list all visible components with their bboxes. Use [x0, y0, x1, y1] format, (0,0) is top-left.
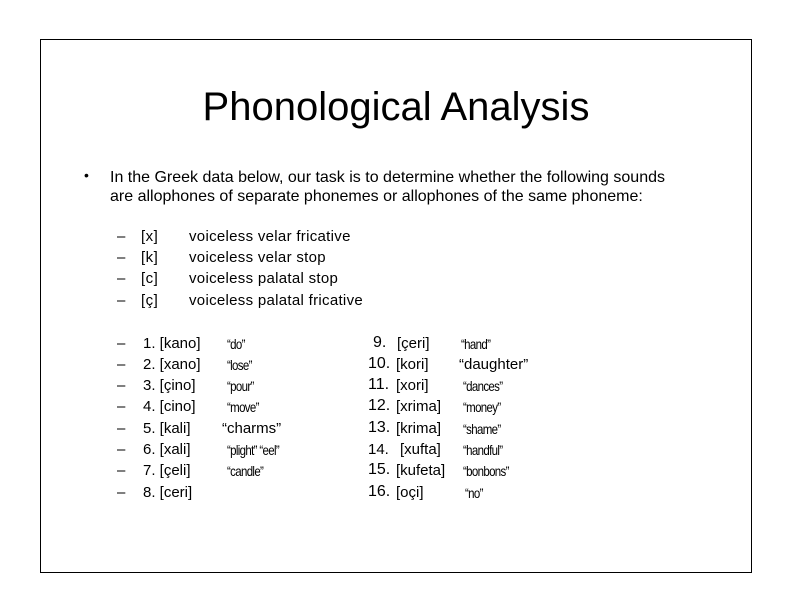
slide-title: Phonological Analysis: [202, 85, 590, 129]
example-form: [xori]: [396, 377, 429, 394]
example-gloss: “hand”: [461, 336, 491, 352]
example-gloss: “move”: [227, 399, 259, 415]
example-gloss: “bonbons”: [463, 463, 509, 479]
example-gloss: “pour”: [227, 378, 254, 394]
example-form: [xrima]: [396, 398, 441, 415]
example-gloss: “dances”: [463, 378, 503, 394]
sound-description: voiceless palatal stop: [189, 270, 339, 287]
example-form: [krima]: [396, 420, 441, 437]
example-form: 7. [çeli]: [143, 462, 191, 479]
dash-marker: –: [117, 249, 126, 266]
example-gloss: “plight” “eel”: [227, 442, 280, 458]
dash-marker: –: [117, 335, 126, 352]
sound-description: voiceless velar stop: [189, 249, 326, 266]
dash-marker: –: [117, 356, 126, 373]
dash-marker: –: [117, 462, 126, 479]
dash-marker: –: [117, 441, 126, 458]
dash-marker: –: [117, 420, 126, 437]
dash-marker: –: [117, 398, 126, 415]
example-form: [kori]: [396, 356, 429, 373]
example-number: 13.: [368, 419, 391, 436]
example-form: 2. [xano]: [143, 356, 201, 373]
example-number: 10.: [368, 355, 391, 372]
example-gloss: “daughter”: [459, 356, 529, 373]
example-form: 6. [xali]: [143, 441, 191, 458]
sound-symbol: [ç]: [141, 292, 159, 309]
example-form: [oçi]: [396, 484, 424, 501]
example-form: 4. [cino]: [143, 398, 196, 415]
dash-marker: –: [117, 377, 126, 394]
example-gloss: “shame”: [463, 421, 501, 437]
example-gloss: “lose”: [227, 357, 252, 373]
example-form: [çeri]: [397, 335, 430, 352]
example-form: [xufta]: [400, 441, 441, 458]
example-number: 15.: [368, 461, 391, 478]
sound-description: voiceless palatal fricative: [189, 292, 364, 309]
dash-marker: –: [117, 292, 126, 309]
example-number: 11.: [368, 376, 390, 393]
example-gloss: “charms”: [222, 420, 282, 437]
sound-symbol: [c]: [141, 270, 159, 287]
dash-marker: –: [117, 270, 126, 287]
example-number: 9.: [373, 334, 387, 351]
example-gloss: “candle”: [227, 463, 264, 479]
example-gloss: “handful”: [463, 442, 503, 458]
dash-marker: –: [117, 228, 126, 245]
sound-symbol: [k]: [141, 249, 159, 266]
example-form: 8. [ceri]: [143, 484, 193, 501]
dash-marker: –: [117, 484, 126, 501]
example-form: 1. [kano]: [143, 335, 201, 352]
example-gloss: “money”: [463, 399, 501, 415]
example-gloss: “no”: [465, 485, 483, 501]
example-number: 16.: [368, 483, 391, 500]
sound-symbol: [x]: [141, 228, 159, 245]
example-number: 12.: [368, 397, 391, 414]
example-gloss: “do”: [227, 336, 245, 352]
example-form: 5. [kali]: [143, 420, 191, 437]
intro-text: In the Greek data below, our task is to determine whether the following sounds are allophones of separate phonemes or allophones of the same phoneme:: [110, 169, 665, 205]
example-number: 14.: [368, 441, 389, 458]
bullet-marker: •: [84, 167, 89, 183]
example-form: 3. [çino]: [143, 377, 196, 394]
sound-description: voiceless velar fricative: [189, 228, 351, 245]
example-form: [kufeta]: [396, 462, 446, 479]
